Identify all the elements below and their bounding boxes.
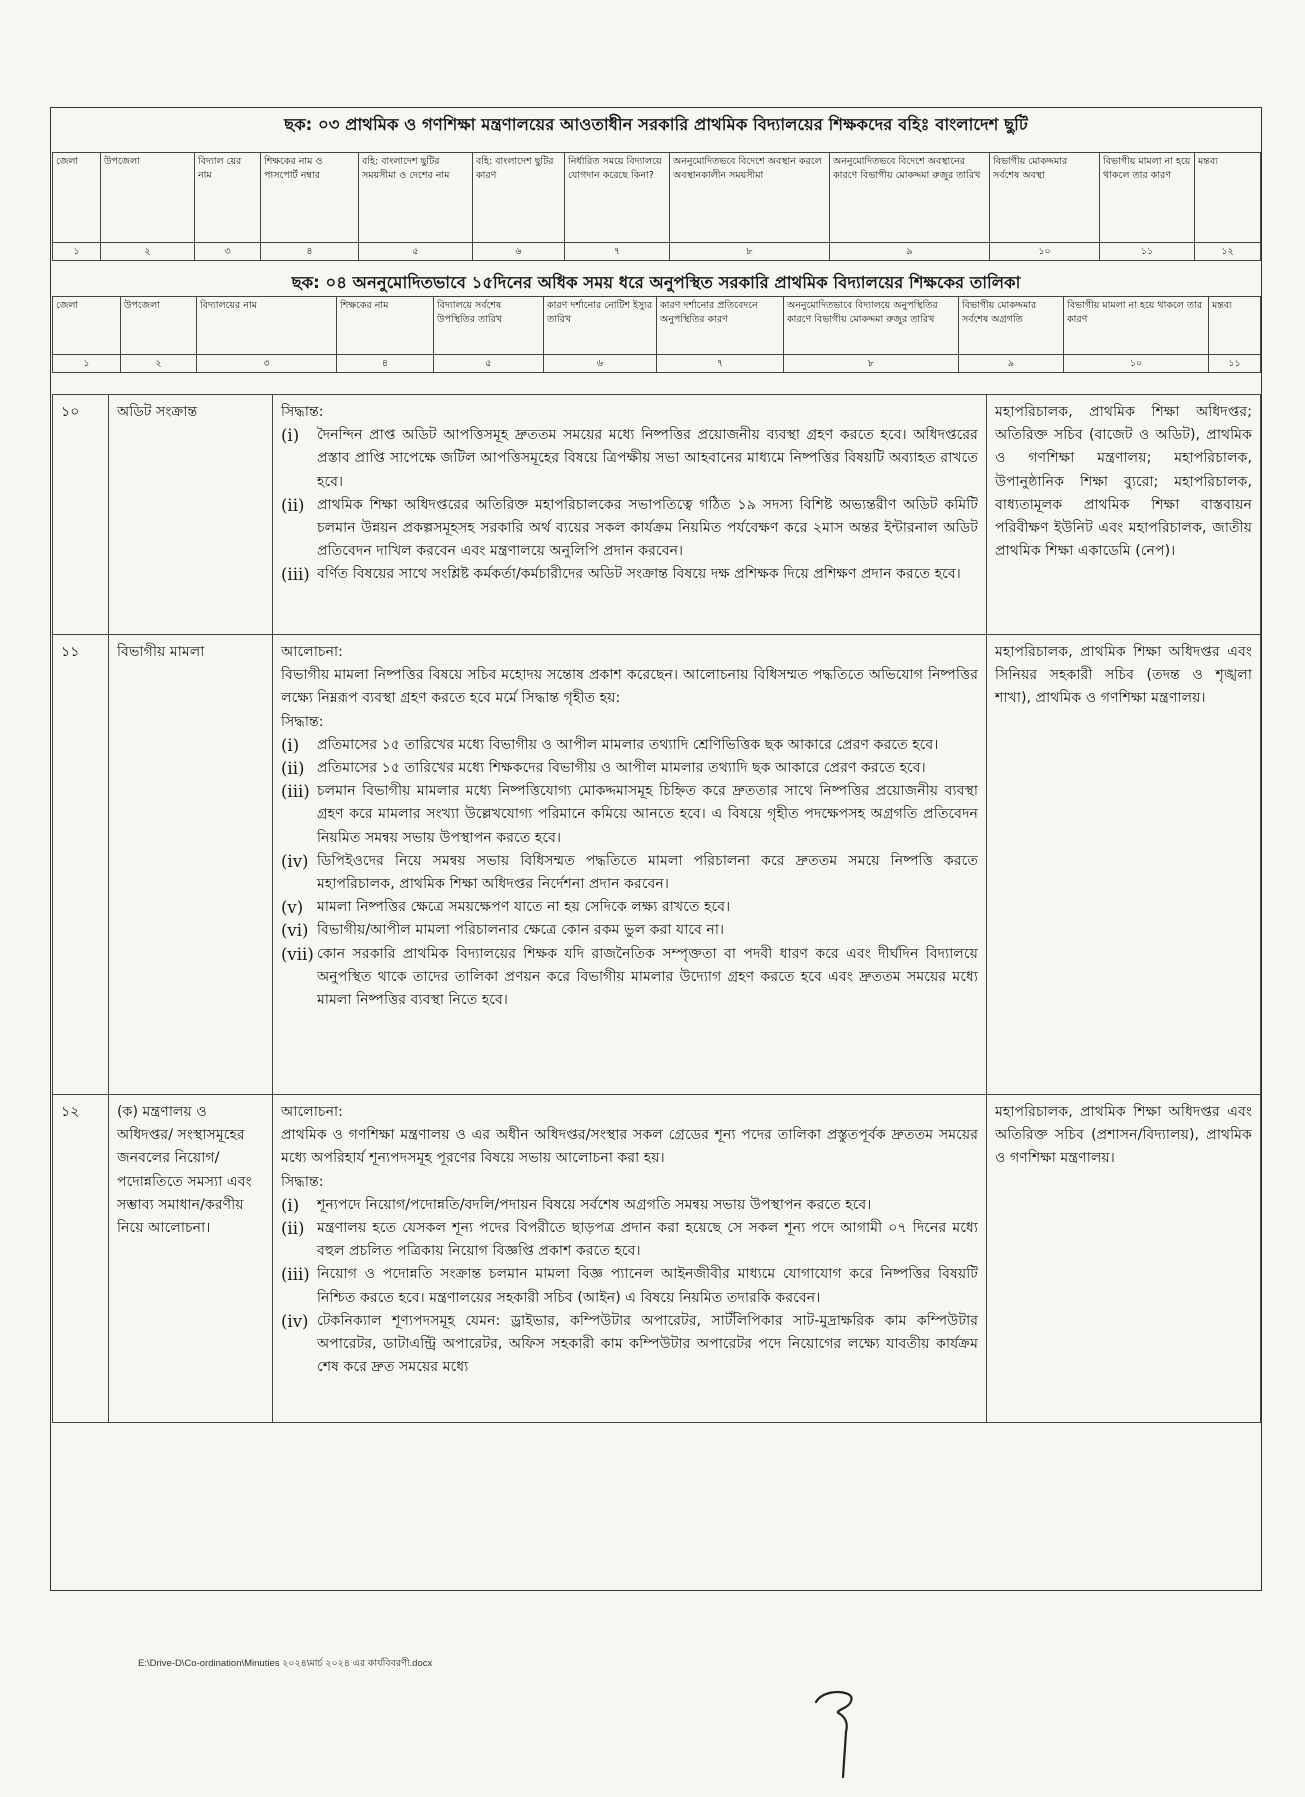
discussion-paragraph: প্রাথমিক ও গণশিক্ষা মন্ত্রণালয় ও এর অধীন অধিদপ্তর/সংস্থার সকল গ্রেডের শূন্য পদের তালিকা প্রস্তুতপূর্বক দ্রুততম সময়ের মধ্যে অপরিহার্য শূন্যপদসমূহ পূরণের বিষয়ে সভায় আলোচনা করা হয়। (281, 1127, 978, 1167)
table3-header-cell: উপজেলা (101, 153, 195, 243)
decision-text: কোন সরকারি প্রাথমিক বিদ্যালয়ের শিক্ষক যদি রাজনৈতিক সম্পৃক্ততা বা পদবী ধারণ করে এবং দীর্ঘদিন বিদ্যালয়ে অনুপস্থিত থাকে তাদের তালিকা প্রণয়ন করে বিভাগীয় মামলার উদ্যোগ গ্রহণ করতে হবে এবং দ্রুততম সময়ের মধ্যে মামলা নিষ্পত্তির ব্যবস্থা নিতে হবে। (317, 945, 978, 1009)
table4-column-number: ৩ (197, 355, 337, 373)
decision-number: (i) (281, 735, 300, 755)
decision-number: (iii) (281, 1265, 310, 1285)
table4-header-cell: কারণ দর্শানোর নোটিশ ইস্যুর তারিখ (544, 297, 657, 355)
table4-column-number: ৫ (434, 355, 544, 373)
table4-header-cell: কারণ দর্শানোর প্রতিবেদনে অনুপস্থিতির কারণ (657, 297, 784, 355)
table3-column-number: ১২ (1195, 243, 1261, 261)
decision-item (281, 1263, 978, 1309)
decision-number: (iii) (281, 782, 310, 802)
decision-item (281, 1194, 978, 1217)
responsible-officials: মহাপরিচালক, প্রাথমিক শিক্ষা অধিদপ্তর এবং অতিরিক্ত সচিব (প্রশাসন/বিদ্যালয়), প্রাথমিক ও গণশিক্ষা মন্ত্রণালয়। (987, 1095, 1261, 1423)
decision-item (281, 896, 978, 919)
table3-column-number: ৪ (261, 243, 359, 261)
section-label: আলোচনা: (281, 644, 343, 660)
table3-column-number: ৩ (195, 243, 261, 261)
table3-header-cell: নির্ধারিত সময়ে বিদ্যালয়ে যোগদান করেছে কিনা? (565, 153, 670, 243)
decision-item (281, 424, 978, 494)
table4-header-cell: শিক্ষকের নাম (337, 297, 434, 355)
file-path: E:\Drive-D\Co-ordination\Minuties ২০২৪\মার্চ ২০২৪ এর কার্যবিবরণী.docx (138, 1658, 433, 1669)
decision-item (281, 943, 978, 1013)
table4-column-number: ৭ (657, 355, 784, 373)
table3-header-cell: বিদ্যাল য়ের নাম (195, 153, 261, 243)
decision-item (281, 850, 978, 896)
table4-column-number: ২ (121, 355, 197, 373)
table3-title: ছক: ০৩ প্রাথমিক ও গণশিক্ষা মন্ত্রণালয়ের আওতাধীন সরকারি প্রাথমিক বিদ্যালয়ের শিক্ষকদের বহিঃ বাংলাদেশ ছুটি (284, 115, 1028, 134)
table3-column-number: ৭ (565, 243, 670, 261)
table3-header-cell: অননুমোদিতভবে বিদেশে অবস্থান করলে অবস্থানকালীন সময়সীমা (670, 153, 830, 243)
serial-number: ১১ (53, 635, 109, 1095)
table4-header-cell: বিদ্যালয়ে সর্বশেষ উপস্থিতির তারিখ (434, 297, 544, 355)
decision-text: ডিপিইওদের নিয়ে সমন্বয় সভায় বিধিসম্মত পদ্ধতিতে মামলা পরিচালনা করে দ্রুততম সময়ে নিষ্পত্তি করতে মহাপরিচালক, প্রাথমিক শিক্ষা অধিদপ্তর নির্দেশনা প্রদান করবেন। (317, 852, 978, 893)
section-label: সিদ্ধান্ত: (281, 404, 324, 420)
decision-number: (ii) (281, 1219, 305, 1239)
decision-text: প্রতিমাসের ১৫ তারিখের মধ্যে বিভাগীয় ও আপীল মামলার তথ্যাদি শ্রেণিভিত্তিক ছক আকারে প্রেরণ করতে হবে। (317, 736, 939, 753)
decision-number: (ii) (281, 759, 305, 779)
decision-item (281, 919, 978, 942)
decision-number: (vii) (281, 944, 314, 964)
decision-text: চলমান বিভাগীয় মামলার মধ্যে নিষ্পত্তিযোগ্য মোকদ্দমাসমূহ চিহ্নিত করে দ্রুততার সাথে নিষ্পত্তির প্রয়োজনীয় ব্যবস্থা গ্রহণ করে মামলার সংখ্যা উল্লেখযোগ্য পরিমানে কমিয়ে আনতে হবে। এ বিষয়ে গৃহীত পদক্ষেপসহ অগ্রগতি প্রতিবেদন নিয়মিত সমন্বয় সভায় উপস্থাপন করতে হবে। (317, 783, 978, 846)
responsible-officials: মহাপরিচালক, প্রাথমিক শিক্ষা অধিদপ্তর; অতিরিক্ত সচিব (বাজেট ও অডিট), প্রাথমিক ও গণশিক্ষা মন্ত্রণালয়; মহাপরিচালক, উপানুষ্ঠানিক শিক্ষা ব্যুরো; মহাপরিচালক, বাধ্যতামূলক প্রাথমিক শিক্ষা বাস্তবায়ন পরিবীক্ষণ ইউনিট এবং মহাপরিচালক, জাতীয় প্রাথমিক শিক্ষা একাডেমি (নেপ)। (987, 395, 1261, 635)
table3-column-number: ১১ (1100, 243, 1195, 261)
table3-header-cell: জেলা (53, 153, 101, 243)
table4-title: ছক: ০৪ অননুমোদিতভাবে ১৫দিনের অধিক সময় ধরে অনুপস্থিত সরকারি প্রাথমিক বিদ্যালয়ের শিক্ষকের তালিকা (291, 273, 1021, 292)
decision-item (281, 757, 978, 780)
table3 (52, 152, 1261, 261)
table3-column-number: ২ (101, 243, 195, 261)
decision-number: (iv) (281, 851, 309, 871)
minutes-table (52, 394, 1261, 1423)
discussion-decision-cell (273, 395, 987, 635)
discussion-paragraph: বিভাগীয় মামলা নিষ্পত্তির বিষয়ে সচিব মহোদয় সন্তোষ প্রকাশ করেছেন। আলোচনায় বিধিসম্মত পদ্ধতিতে অভিযোগ নিষ্পত্তির লক্ষ্যে নিম্নরূপ ব্যবস্থা গ্রহণ করতে হবে মর্মে সিদ্ধান্ত গৃহীত হয়: (281, 667, 978, 707)
decision-item (281, 494, 978, 564)
table3-header-cell: অননুমোদিতভবে বিদেশে অবস্থানের কারণে বিভাগীয় মোকদ্দমা রুজুর তারিখ (830, 153, 990, 243)
table3-header-cell: মন্তব্য (1195, 153, 1261, 243)
decision-text: বিভাগীয়/আপীল মামলা পরিচালনার ক্ষেত্রে কোন রকম ভুল করা যাবে না। (317, 922, 725, 939)
table4-header-cell: বিদ্যালয়ের নাম (197, 297, 337, 355)
decision-item (281, 780, 978, 850)
decision-item (281, 1217, 978, 1263)
decision-item (281, 1310, 978, 1380)
section-label: সিদ্ধান্ত: (281, 713, 324, 730)
table4-header-row (53, 297, 1261, 355)
signature-mark (808, 1682, 868, 1782)
decision-number: (v) (281, 898, 304, 918)
decision-number: (ii) (281, 495, 305, 515)
serial-number: ১২ (53, 1095, 109, 1423)
table3-column-number: ৬ (473, 243, 565, 261)
table4-header-cell: উপজেলা (121, 297, 197, 355)
minutes-row (53, 395, 1261, 635)
table3-header-row (53, 153, 1261, 243)
minutes-row (53, 635, 1261, 1095)
table3-header-cell: শিক্ষকের নাম ও পাসপোর্ট নম্বার (261, 153, 359, 243)
table4 (52, 296, 1261, 373)
table4-header-cell: অননুমোদিতভাবে বিদ্যালয়ে অনুপস্থিতির কারণে বিভাগীয় মোকদ্দমা রুজুর তারিখ (784, 297, 959, 355)
decision-text: প্রতিমাসের ১৫ তারিখের মধ্যে শিক্ষকদের বিভাগীয় ও আপীল মামলার তথ্যাদি ছক আকারে প্রেরণ করতে হবে। (317, 760, 926, 777)
agenda-topic: (ক) মন্ত্রণালয় ও অধিদপ্তর/ সংস্থাসমূহের জনবলের নিয়োগ/পদোন্নতিতে সমস্যা এবং সম্ভাব্য সমাধান/করণীয় নিয়ে আলোচনা। (109, 1095, 273, 1423)
table3-header-cell: বহি: বাংলাদেশ ছুটির সময়সীমা ও দেশের নাম (359, 153, 473, 243)
table3-header-cell: বিভাগীয় মোকদ্দমার সর্বশেষ অবস্থা (990, 153, 1100, 243)
minutes-row (53, 1095, 1261, 1423)
agenda-topic: অডিট সংক্রান্ত (109, 395, 273, 635)
decision-item (281, 563, 978, 586)
table4-header-cell: বিভাগীয় মোকদ্দমার সর্বশেষ অগ্রগতি (959, 297, 1064, 355)
table3-header-cell: বিভাগীয় মামলা না হয়ে থাকলে তার কারণ (1100, 153, 1195, 243)
decision-text: দৈনন্দিন প্রাপ্ত অডিট আপত্তিসমূহ দ্রুততম সময়ের মধ্যে নিষ্পত্তির প্রয়োজনীয় ব্যবস্থা গ্রহণ করতে হবে। অধিদপ্তরের প্রস্তাব প্রাপ্তি সাপেক্ষে জটিল আপত্তিসমূহের বিষয়ে ত্রিপক্ষীয় সভা আহবানের মাধ্যমে নিষ্পত্তির বিষয়টি অব্যাহত রাখতে হবে। (317, 427, 978, 490)
discussion-decision-cell (273, 635, 987, 1095)
decision-text: টেকনিক্যাল শূণ্যপদসমূহ যেমন: ড্রাইভার, কম্পিউটার অপারেটর, সাটঁলিপিকার সাট-মুদ্রাক্ষরিক কাম কম্পিউটার অপারেটর, ডাটাএন্ট্রি অপারেটর, অফিস সহকারী কাম কম্পিউটার অপারেটর পদে নিয়োগের লক্ষ্যে যাবতীয় কার্যক্রম শেষ করে দ্রুত সময়ের মধ্যে (317, 1312, 978, 1376)
table4-column-number: ১১ (1209, 355, 1261, 373)
table3-column-number: ৯ (830, 243, 990, 261)
table3-column-number: ১ (53, 243, 101, 261)
table3-column-number: ৮ (670, 243, 830, 261)
table4-header-cell: জেলা (53, 297, 121, 355)
decision-number: (i) (281, 1195, 300, 1215)
table4-header-cell: মন্তব্য (1209, 297, 1261, 355)
decision-text: নিয়োগ ও পদোন্নতি সংক্রান্ত চলমান মামলা বিজ্ঞ প্যানেল আইনজীবীর মাধ্যমে যোগাযোগ করে নিষ্পত্তির বিষয়টি নিশ্চিত করতে হবে। মন্ত্রণালয়ের সহকারী সচিব (আইন) এ বিষয়ে নিয়মিত তদারকি করবেন। (317, 1266, 978, 1306)
decision-text: মন্ত্রণালয় হতে যেসকল শূন্য পদের বিপরীতে ছাড়পত্র প্রদান করা হয়েছে সে সকল শূন্য পদে আগামী ০৭ দিনের মধ্যে বহুল প্রচলিত পত্রিকায় নিয়োগ বিজ্ঞপ্তি প্রকাশ করতে হবে। (317, 1220, 978, 1260)
decision-number: (iii) (281, 565, 310, 585)
section-label: আলোচনা: (281, 1104, 343, 1120)
agenda-topic: বিভাগীয় মামলা (109, 635, 273, 1095)
serial-number: ১০ (53, 395, 109, 635)
section-label: সিদ্ধান্ত: (281, 1173, 324, 1190)
table4-column-number: ১ (53, 355, 121, 373)
responsible-officials: মহাপরিচালক, প্রাথমিক শিক্ষা অধিদপ্তর এবং সিনিয়র সহকারী সচিব (তদন্ত ও শৃঙ্খলা শাখা), প্রাথমিক ও গণশিক্ষা মন্ত্রণালয়। (987, 635, 1261, 1095)
table3-column-number: ১০ (990, 243, 1100, 261)
table4-column-number: ৯ (959, 355, 1064, 373)
table3-number-row (53, 243, 1261, 261)
decision-number: (iv) (281, 1311, 309, 1331)
decision-number: (vi) (281, 921, 309, 941)
decision-text: বর্ণিত বিষয়ের সাথে সংশ্লিষ্ট কর্মকর্তা/কর্মচারীদের অডিট সংক্রান্ত বিষয়ে দক্ষ প্রশিক্ষক দিয়ে প্রশিক্ষণ প্রদান করতে হবে। (317, 566, 961, 583)
discussion-decision-cell (273, 1095, 987, 1423)
table4-column-number: ১০ (1064, 355, 1209, 373)
decision-text: মামলা নিষ্পত্তির ক্ষেত্রে সময়ক্ষেপণ যাতে না হয় সেদিকে লক্ষ্য রাখতে হবে। (317, 899, 731, 916)
decision-text: শূন্যপদে নিয়োগ/পদোন্নতি/বদলি/পদায়ন বিষয়ে সর্বশেষ অগ্রগতি সমন্বয় সভায় উপস্থাপন করতে হবে। (317, 1196, 872, 1213)
table4-column-number: ৮ (784, 355, 959, 373)
decision-text: প্রাথমিক শিক্ষা অধিদপ্তরের অতিরিক্ত মহাপরিচালকের সভাপতিত্বে গঠিত ১৯ সদস্য বিশিষ্ট অভ্যন্তরীণ অডিট কমিটি চলমান উন্নয়ন প্রকল্পসমূহসহ সরকারি অর্থ ব্যয়ের সকল কার্যক্রম নিয়মিত পর্যবেক্ষণ করে ২মাস অন্তর ইন্টারনাল অডিট প্রতিবেদন দাখিল করবেন এবং মন্ত্রণালয়ে অনুলিপি প্রদান করবেন। (317, 496, 978, 560)
table4-column-number: ৪ (337, 355, 434, 373)
table3-column-number: ৫ (359, 243, 473, 261)
table4-number-row (53, 355, 1261, 373)
decision-number: (i) (281, 426, 300, 446)
table3-header-cell: বহি: বাংলাদেশ ছুটির কারণ (473, 153, 565, 243)
table4-header-cell: বিভাগীয় মামলা না হয়ে থাকলে তার কারণ (1064, 297, 1209, 355)
decision-item (281, 734, 978, 757)
table4-column-number: ৬ (544, 355, 657, 373)
